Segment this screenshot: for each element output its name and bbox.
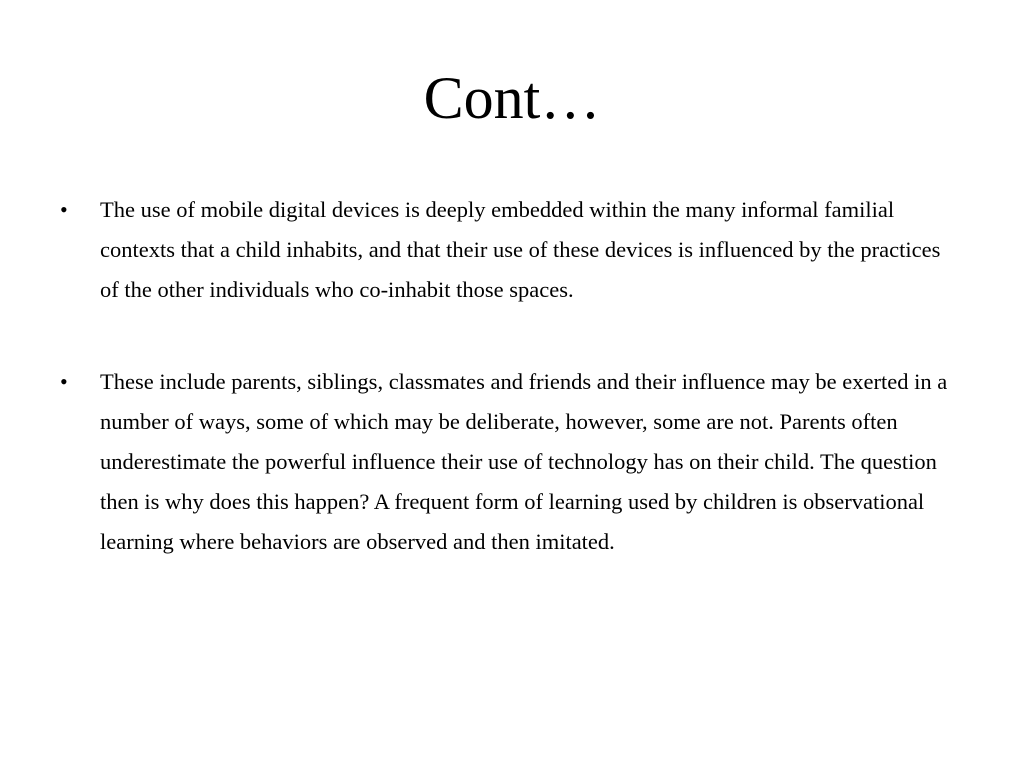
bullet-icon: • [60, 197, 68, 222]
bullet-icon: • [60, 369, 68, 394]
bullet-item [0, 362, 955, 562]
bullet-text: The use of mobile digital devices is deeply embedded within the many informal familial contexts that a child inhabits, and that their use of these devices is influenced by the practices of the other individuals who co-inhabit those spaces. [100, 197, 941, 302]
bullet-item [0, 190, 955, 310]
bullet-list [0, 190, 1024, 562]
slide-title: Cont… [423, 65, 601, 131]
bullet-text: These include parents, siblings, classmates and friends and their influence may be exerted in a number of ways, some of which may be deliberate, however, some are not. Parents often underestimate the powerful influence their use of technology has on their child. The question then is why does this happen? A frequent form of learning used by children is observational learning where behaviors are observed and then imitated. [100, 369, 948, 554]
